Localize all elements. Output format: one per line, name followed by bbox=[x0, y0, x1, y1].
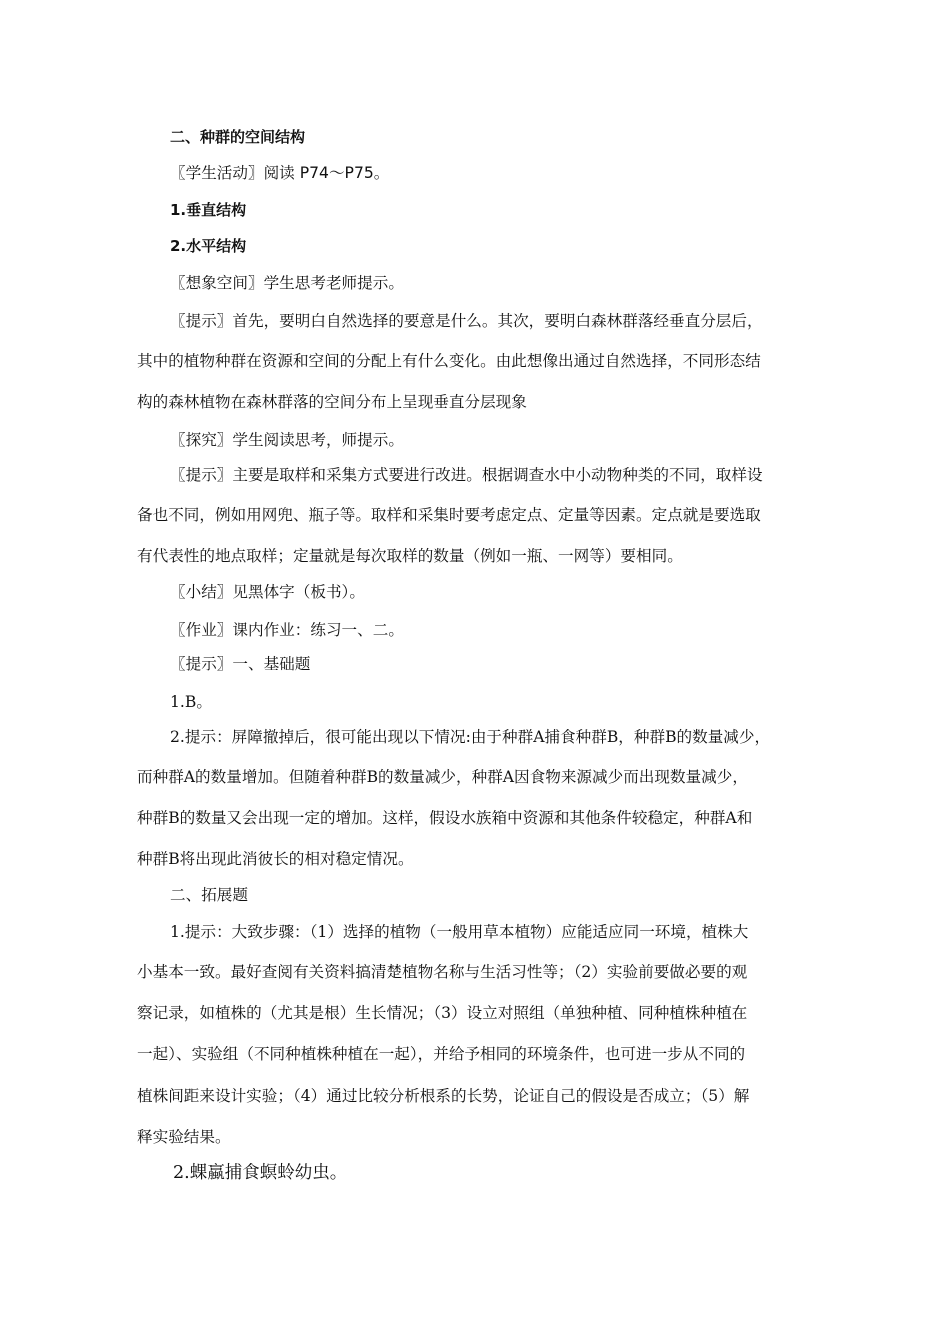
hint2-paragraph-line: 〖提示〗主要是取样和采集方式要进行改进。根据调查水中小动物种类的不同，取样设 bbox=[170, 466, 763, 484]
basic-answer-2-line: 种群B将出现此消彼长的相对稳定情况。 bbox=[137, 850, 414, 868]
basic-answer-1: 1.B。 bbox=[170, 693, 212, 711]
hint3-line: 〖提示〗一、基础题 bbox=[170, 655, 311, 673]
basic-answer-2-line: 而种群A的数量增加。但随着种群B的数量减少，种群A因食物来源减少而出现数量减少， bbox=[137, 768, 748, 786]
explore-line: 〖探究〗学生阅读思考，师提示。 bbox=[170, 431, 404, 449]
extension-answer-1-line: 1.提示：大致步骤：（1）选择的植物（一般用草本植物）应能适应同一环境，植株大 bbox=[170, 923, 749, 941]
basic-answer-2-line: 2.提示：屏障撤掉后，很可能出现以下情况:由于种群A捕食种群B，种群B的数量减少， bbox=[170, 728, 771, 746]
extension-answer-1-line: 察记录，如植株的（尤其是根）生长情况；（3）设立对照组（单独种植、同种植株种植在 bbox=[137, 1004, 748, 1022]
subheading-vertical-structure: 1.垂直结构 bbox=[170, 201, 247, 219]
extension-answer-2: 2.蜾蠃捕食螟蛉幼虫。 bbox=[173, 1163, 348, 1183]
imagine-space-line: 〖想象空间〗学生思考老师提示。 bbox=[170, 274, 404, 292]
extension-answer-1-line: 植株间距来设计实验；（4）通过比较分析根系的长势，论证自己的假设是否成立；（5）解 bbox=[137, 1087, 750, 1105]
summary-line: 〖小结〗见黑体字（板书）。 bbox=[170, 583, 365, 601]
hint2-paragraph-line: 有代表性的地点取样；定量就是每次取样的数量（例如一瓶、一网等）要相同。 bbox=[137, 547, 683, 565]
section-heading-spatial-structure: 二、种群的空间结构 bbox=[170, 128, 306, 146]
extension-answer-1-line: 小基本一致。最好查阅有关资料搞清楚植物名称与生活习性等；（2）实验前要做必要的观 bbox=[137, 963, 748, 981]
hint1-paragraph-line: 〖提示〗首先，要明白自然选择的要意是什么。其次，要明白森林群落经垂直分层后， bbox=[170, 312, 763, 330]
extension-answer-1-line: 释实验结果。 bbox=[137, 1128, 231, 1146]
extension-answer-1-line: 一起）、实验组（不同种植株种植在一起），并给予相同的环境条件，也可进一步从不同的 bbox=[137, 1045, 746, 1063]
subheading-horizontal-structure: 2.水平结构 bbox=[170, 237, 247, 255]
hint1-paragraph-line: 构的森林植物在森林群落的空间分布上呈现垂直分层现象 bbox=[137, 393, 527, 411]
basic-answer-2-line: 种群B的数量又会出现一定的增加。这样，假设水族箱中资源和其他条件较稳定，种群A和 bbox=[137, 809, 753, 827]
student-activity-line: 〖学生活动〗阅读 P74～P75。 bbox=[170, 164, 390, 182]
homework-line: 〖作业〗课内作业：练习一、二。 bbox=[170, 621, 404, 639]
extension-heading: 二、拓展题 bbox=[170, 886, 248, 904]
hint1-paragraph-line: 其中的植物种群在资源和空间的分配上有什么变化。由此想像出通过自然选择，不同形态结 bbox=[137, 352, 761, 370]
hint2-paragraph-line: 备也不同，例如用网兜、瓶子等。取样和采集时要考虑定点、定量等因素。定点就是要选取 bbox=[137, 506, 761, 524]
